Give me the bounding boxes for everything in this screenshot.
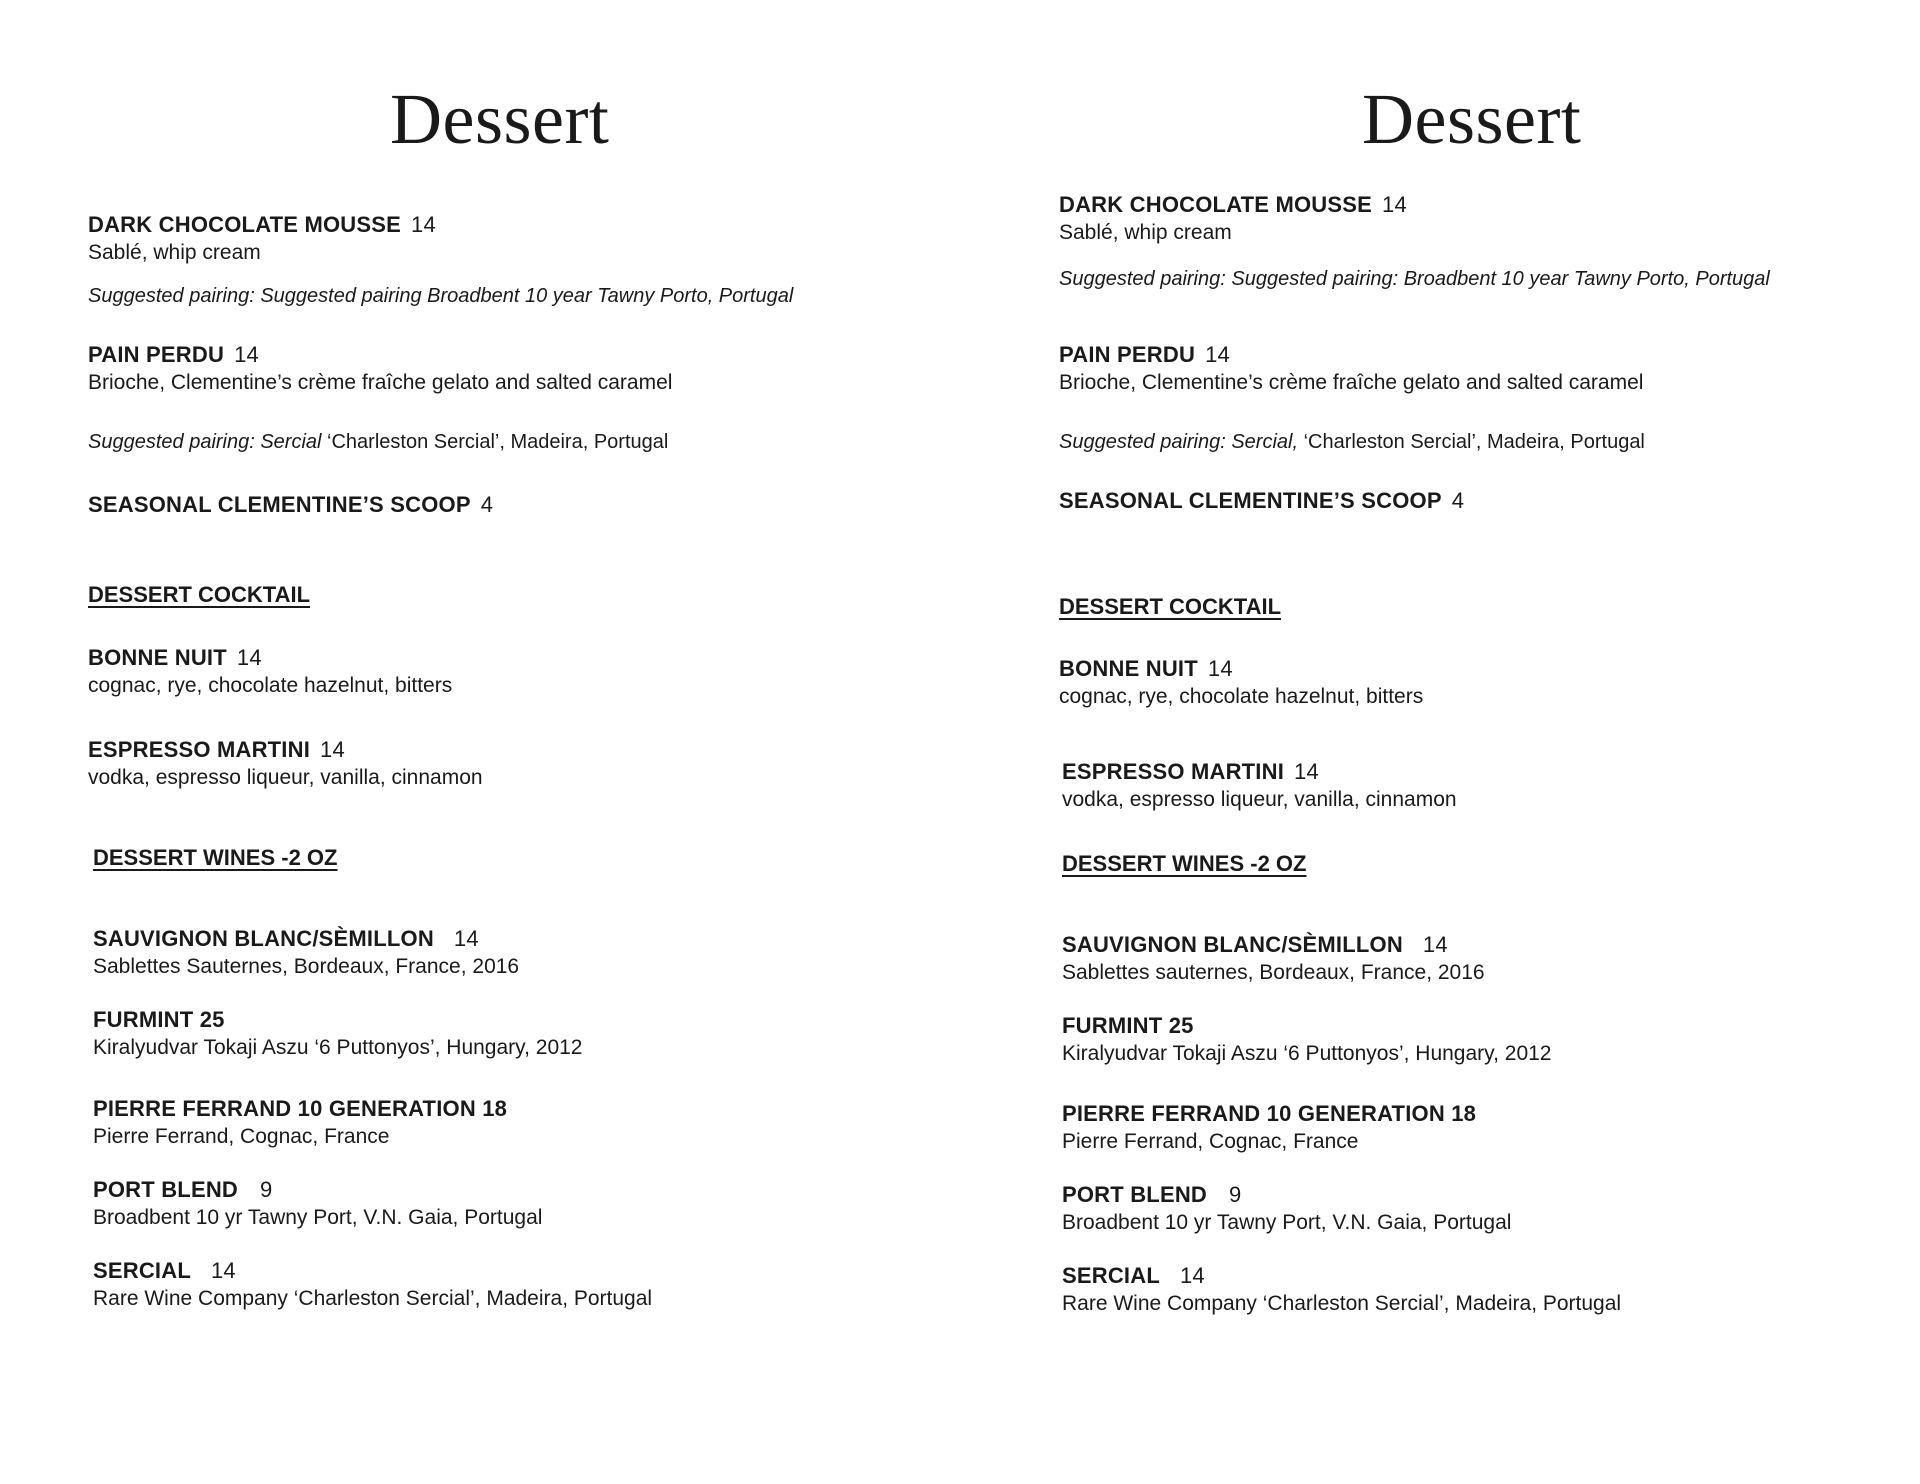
item-price: 14 <box>411 212 436 237</box>
item-description: cognac, rye, chocolate hazelnut, bitters <box>88 674 453 697</box>
pairing-label: Suggested pairing: Sercial <box>88 431 322 453</box>
item-sauvignon-blanc <box>1062 932 1448 958</box>
item-pierre-ferrand: PIERRE FERRAND 10 GENERATION 18 <box>93 1096 508 1121</box>
item-seasonal-scoop <box>1059 488 1464 514</box>
item-description: Rare Wine Company ‘Charleston Sercial’, Madeira, Portugal <box>1062 1292 1622 1315</box>
item-name: SERCIAL <box>1062 1263 1160 1288</box>
item-description: Broadbent 10 yr Tawny Port, V.N. Gaia, Portugal <box>93 1206 543 1229</box>
item-price: 9 <box>1229 1182 1242 1207</box>
item-price: 14 <box>234 342 259 367</box>
item-name: BONNE NUIT <box>88 645 227 670</box>
item-name: PORT BLEND <box>93 1177 238 1202</box>
item-name: PORT BLEND <box>1062 1182 1207 1207</box>
item-port-blend <box>1062 1182 1241 1208</box>
pairing-value: ‘Charleston Sercial’, Madeira, Portugal <box>327 431 669 453</box>
menu-title: Dessert <box>1362 79 1582 159</box>
suggested-pairing <box>1059 268 1770 291</box>
item-name: PAIN PERDU <box>1059 342 1196 367</box>
item-name: SAUVIGNON BLANC/SÈMILLON <box>1062 932 1403 957</box>
item-seasonal-scoop <box>88 492 493 518</box>
item-description: Pierre Ferrand, Cognac, France <box>93 1125 390 1148</box>
menu-title: Dessert <box>390 79 610 159</box>
item-description: Pierre Ferrand, Cognac, France <box>1062 1130 1359 1153</box>
section-heading-wines: DESSERT WINES -2 OZ <box>1062 851 1307 876</box>
item-name: BONNE NUIT <box>1059 656 1198 681</box>
item-price: 14 <box>1179 1263 1205 1288</box>
item-name: PAIN PERDU <box>88 342 225 367</box>
item-sercial <box>1062 1263 1205 1289</box>
section-heading-wines: DESSERT WINES -2 OZ <box>93 845 338 870</box>
item-price: 14 <box>1382 192 1407 217</box>
item-name: SEASONAL CLEMENTINE’S SCOOP <box>88 492 471 517</box>
item-port-blend <box>93 1177 272 1203</box>
item-description: Sablé, whip cream <box>1059 221 1232 244</box>
pairing-value: Broadbent 10 year Tawny Porto, Portugal <box>427 285 794 307</box>
item-description: Sablé, whip cream <box>88 241 261 264</box>
suggested-pairing <box>88 431 668 454</box>
item-description: vodka, espresso liqueur, vanilla, cinnamon <box>1062 788 1457 811</box>
item-name: SAUVIGNON BLANC/SÈMILLON <box>93 926 434 951</box>
item-price: 14 <box>1294 759 1319 784</box>
item-espresso-martini <box>88 737 345 763</box>
item-name: SEASONAL CLEMENTINE’S SCOOP <box>1059 488 1442 513</box>
item-name: SERCIAL <box>93 1258 191 1283</box>
item-description: Sablettes sauternes, Bordeaux, France, 2016 <box>1062 961 1485 984</box>
item-furmint: FURMINT 25 <box>93 1007 225 1032</box>
item-description: Kiralyudvar Tokaji Aszu ‘6 Puttonyos’, Hungary, 2012 <box>93 1036 583 1059</box>
item-description: Brioche, Clementine’s crème fraîche gelato and salted caramel <box>1059 371 1644 394</box>
pairing-label: Suggested pairing: Sercial, <box>1059 431 1299 453</box>
item-description: Sablettes Sauternes, Bordeaux, France, 2016 <box>93 955 520 978</box>
item-name: DARK CHOCOLATE MOUSSE <box>1059 192 1373 217</box>
item-price: 14 <box>236 645 262 670</box>
item-price: 14 <box>1205 342 1230 367</box>
item-bonne-nuit <box>88 645 262 671</box>
item-bonne-nuit <box>1059 656 1233 682</box>
item-dark-chocolate-mousse <box>1059 192 1407 218</box>
item-description: Kiralyudvar Tokaji Aszu ‘6 Puttonyos’, Hungary, 2012 <box>1062 1042 1552 1065</box>
pairing-label: Suggested pairing: Suggested pairing <box>88 285 422 307</box>
item-description: Brioche, Clementine’s crème fraîche gelato and salted caramel <box>88 371 673 394</box>
item-name: ESPRESSO MARTINI <box>1062 759 1285 784</box>
item-price: 14 <box>453 926 479 951</box>
item-price: 4 <box>480 492 494 517</box>
item-price: 4 <box>1451 488 1465 513</box>
suggested-pairing <box>88 285 793 308</box>
pairing-label: Suggested pairing: <box>1059 268 1226 290</box>
item-dark-chocolate-mousse <box>88 212 436 238</box>
item-furmint: FURMINT 25 <box>1062 1013 1194 1038</box>
item-price: 14 <box>1207 656 1233 681</box>
item-name: DARK CHOCOLATE MOUSSE <box>88 212 402 237</box>
item-description: vodka, espresso liqueur, vanilla, cinnamon <box>88 766 483 789</box>
item-price: 14 <box>210 1258 236 1283</box>
item-price: 14 <box>320 737 345 762</box>
item-pierre-ferrand: PIERRE FERRAND 10 GENERATION 18 <box>1062 1101 1477 1126</box>
item-pain-perdu <box>1059 342 1230 368</box>
item-description: Rare Wine Company ‘Charleston Sercial’, Madeira, Portugal <box>93 1287 653 1310</box>
item-price: 9 <box>260 1177 273 1202</box>
item-price: 14 <box>1422 932 1448 957</box>
item-sercial <box>93 1258 236 1284</box>
item-espresso-martini <box>1062 759 1319 785</box>
section-heading-cocktail: DESSERT COCKTAIL <box>88 582 311 607</box>
suggested-pairing <box>1059 431 1645 454</box>
item-name: ESPRESSO MARTINI <box>88 737 311 762</box>
item-description: cognac, rye, chocolate hazelnut, bitters <box>1059 685 1424 708</box>
pairing-value: Suggested pairing: Broadbent 10 year Tawny Porto, Portugal <box>1231 268 1770 290</box>
pairing-value: ‘Charleston Sercial’, Madeira, Portugal <box>1303 431 1645 453</box>
item-sauvignon-blanc <box>93 926 479 952</box>
item-description: Broadbent 10 yr Tawny Port, V.N. Gaia, Portugal <box>1062 1211 1512 1234</box>
section-heading-cocktail: DESSERT COCKTAIL <box>1059 594 1282 619</box>
item-pain-perdu <box>88 342 259 368</box>
